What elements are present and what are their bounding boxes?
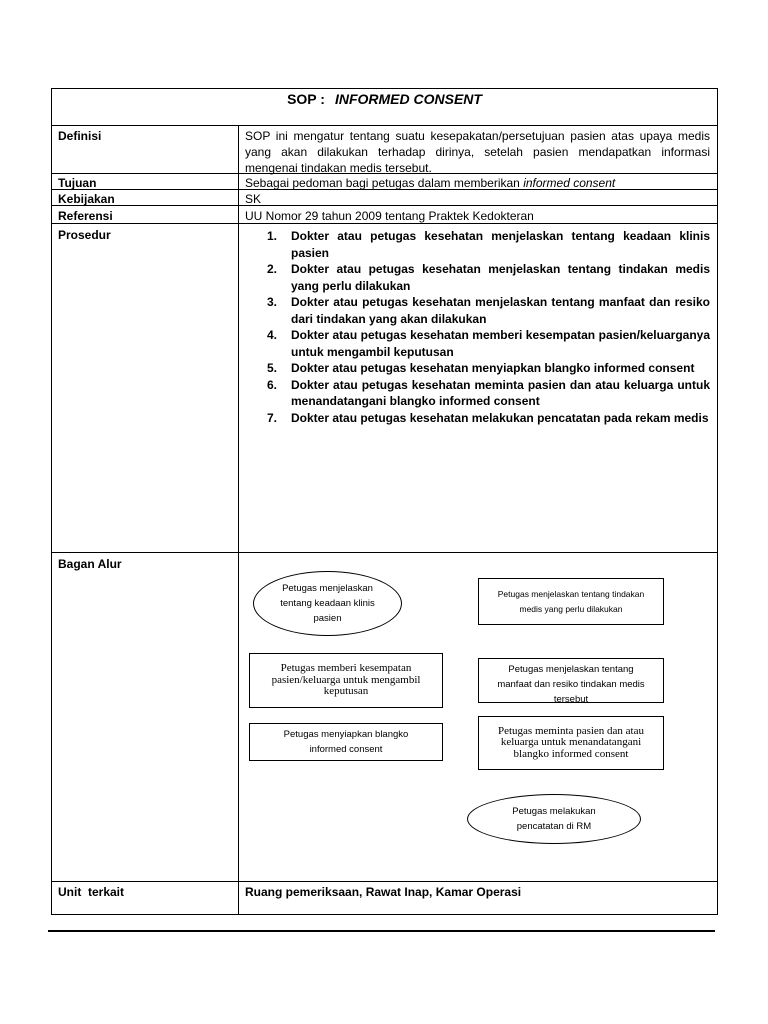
flow-node-box: Petugas menjelaskan tentang manfaat dan resiko tindakan medis tersebut — [478, 658, 664, 703]
unit-terkait-label: Unit terkait — [58, 885, 125, 899]
definisi-label: Definisi — [58, 129, 102, 143]
prosedur-step: 1. Dokter atau petugas kesehatan menjelaskan tentang keadaan klinis pasien — [267, 229, 710, 260]
prosedur-step: 7. Dokter atau petugas kesehatan melakukan pencatatan pada rekam medis — [267, 410, 709, 425]
prosedur-step: 6. Dokter atau petugas kesehatan meminta pasien dan atau keluarga untuk menandatangani blangko informed consent — [267, 377, 710, 408]
prosedur-steps — [267, 228, 710, 426]
bagan-alur-label: Bagan Alur — [58, 557, 122, 571]
prosedur-label: Prosedur — [58, 228, 111, 242]
referensi-value: UU Nomor 29 tahun 2009 tentang Praktek Kedokteran — [245, 209, 534, 223]
definisi-value: SOP ini mengatur tentang suatu kesepakatan/persetujuan pasien atas upaya medis yang akan dilakukan terhadap dirinya, setelah pasien mendapatkan informasi mengenai tindakan medis tersebut. — [245, 129, 710, 175]
tujuan-label: Tujuan — [58, 176, 97, 190]
bottom-rule — [48, 930, 715, 932]
sop-title-prefix: SOP : — [287, 91, 325, 107]
flow-node-ellipse: Petugas menjelaskan tentang keadaan klinis pasien — [253, 571, 402, 636]
row-divider — [52, 881, 717, 882]
row-divider — [52, 552, 717, 553]
sop-title-subject: INFORMED CONSENT — [334, 91, 482, 107]
prosedur-step: 3. Dokter atau petugas kesehatan menjelaskan tentang manfaat dan resiko dari tindakan yang akan dilakukan — [267, 295, 710, 326]
prosedur-step: 2. Dokter atau petugas kesehatan menjelaskan tentang tindakan medis yang perlu dilakukan — [267, 262, 710, 293]
flow-node-box: Petugas menjelaskan tentang tindakan medis yang perlu dilakukan — [478, 578, 664, 625]
flow-node-box: Petugas meminta pasien dan atau keluarga untuk menandatangani blangko informed consent — [478, 716, 664, 770]
tujuan-value — [245, 175, 710, 191]
flow-node-box: Petugas memberi kesempatan pasien/keluarga untuk mengambil keputusan — [249, 653, 443, 708]
referensi-label: Referensi — [58, 209, 113, 223]
prosedur-step: 5. Dokter atau petugas kesehatan menyiapkan blangko informed consent — [267, 361, 695, 375]
kebijakan-label: Kebijakan — [58, 192, 115, 206]
unit-terkait-value: Ruang pemeriksaan, Rawat Inap, Kamar Operasi — [245, 885, 522, 899]
tujuan-value-text: Sebagai pedoman bagi petugas dalam memberikan — [245, 176, 524, 190]
flow-node-ellipse: Petugas melakukan pencatatan di RM — [467, 794, 641, 844]
flow-node-box: Petugas menyiapkan blangko informed consent — [249, 723, 443, 761]
sop-table — [51, 88, 718, 915]
tujuan-value-italic: informed consent — [523, 176, 616, 190]
kebijakan-value: SK — [245, 192, 262, 206]
prosedur-step: 4. Dokter atau petugas kesehatan memberi kesempatan pasien/keluarganya untuk mengambil keputusan — [267, 328, 710, 359]
column-divider — [238, 125, 239, 914]
row-divider — [52, 125, 717, 126]
sop-title — [52, 91, 717, 107]
